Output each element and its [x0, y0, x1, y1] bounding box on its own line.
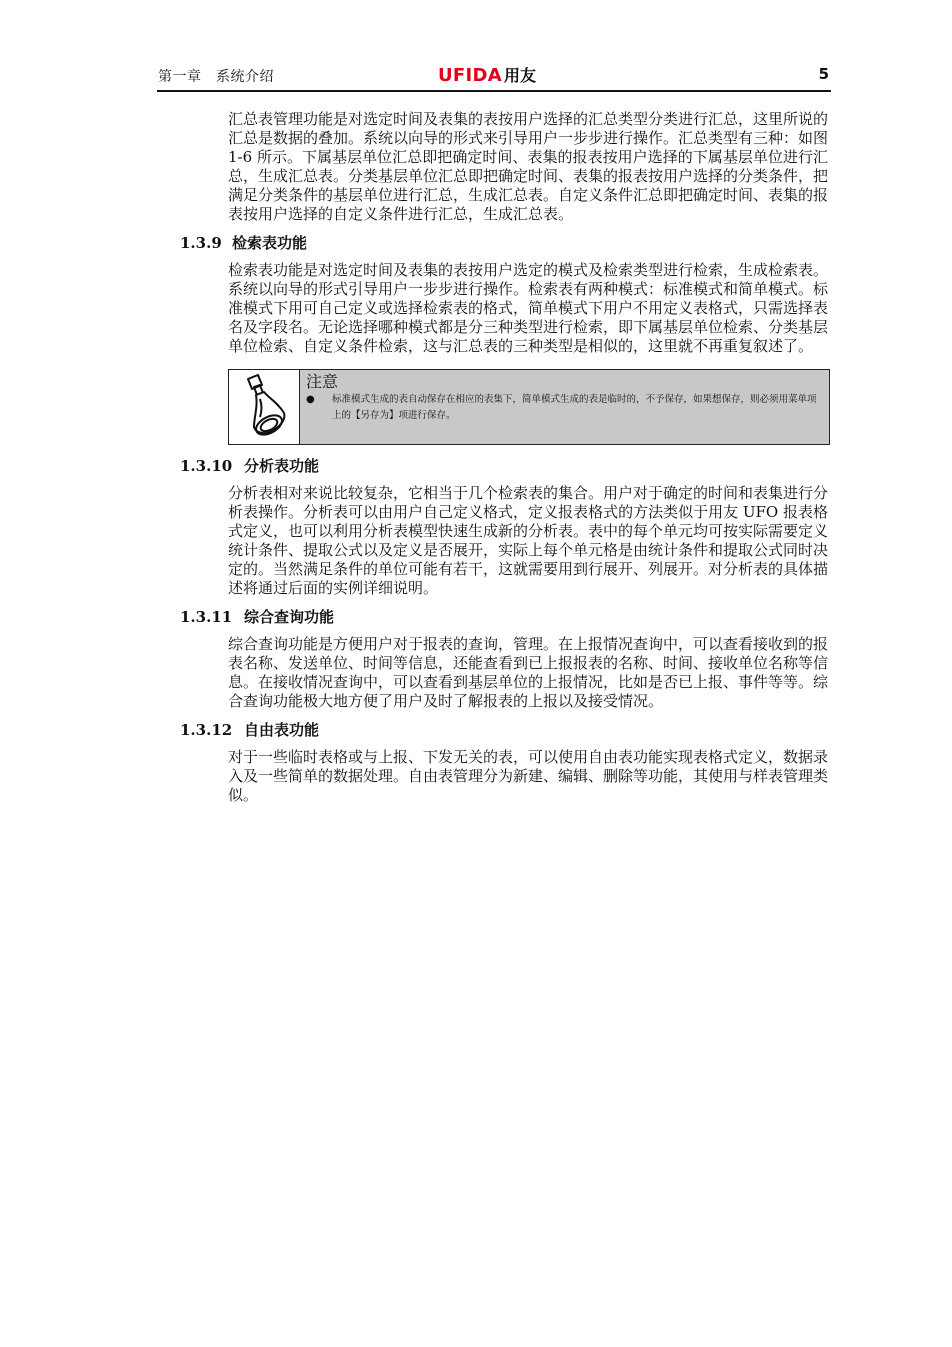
section-heading-1-3-9: [180, 234, 830, 252]
logo-text-en: UFIDA: [438, 65, 502, 86]
section-heading-1-3-12: [180, 721, 830, 739]
bullet-icon: ●: [306, 394, 315, 405]
section-paragraph: 检索表功能是对选定时间及表集的表按用户选定的模式及检索类型进行检索，生成检索表。系统以向导的形式引导用户一步步进行操作。检索表有两种模式：标准模式和简单模式。标准模式下用可自己定义或选择检索表的格式，简单模式下用户不用定义表格式，只需选择表名及字段名。无论选择哪种模式都是分三种类型进行检索，即下属基层单位检索、分类基层单位检索、自定义条件检索，这与汇总表的三种类型是相似的，这里就不再重复叙述了。: [228, 261, 829, 355]
page-header: [157, 64, 831, 92]
section-title: 分析表功能: [244, 457, 320, 475]
note-title: 注意: [306, 372, 339, 391]
section-heading-1-3-11: [180, 608, 830, 626]
section-number: 1.3.11: [180, 608, 233, 626]
page-content: [180, 110, 830, 805]
note-box: [228, 369, 830, 445]
section-paragraph: 综合查询功能是方便用户对于报表的查询，管理。在上报情况查询中，可以查看接收到的报表名称、发送单位、时间等信息，还能查看到已上报报表的名称、时间、接收单位名称等信息。在接收情况查询中，可以查看到基层单位的上报情况，比如是否已上报、事件等等。综合查询功能极大地方便了用户及时了解报表的上报以及接受情况。: [228, 635, 829, 710]
note-body: [300, 370, 829, 444]
page-number: 5: [818, 65, 829, 83]
note-item: [306, 392, 821, 424]
intro-paragraph: 汇总表管理功能是对选定时间及表集的表按用户选择的汇总类型分类进行汇总，这里所说的汇总是数据的叠加。系统以向导的形式来引导用户一步步进行操作。汇总类型有三种：如图 1-6 所示。下属基层单位汇总即把确定时间、表集的报表按用户选择的下属基层单位进行汇总，生成汇总表。分类基层单位汇总即把确定时间、表集的报表按用户选择的分类条件，把满足分类条件的基层单位进行汇总，生成汇总表。自定义条件汇总即把确定时间、表集的报表按用户选择的自定义条件进行汇总，生成汇总表。: [228, 110, 829, 223]
section-number: 1.3.12: [180, 721, 233, 739]
chapter-title: 第一章 系统介绍: [158, 69, 274, 85]
ufida-logo: [438, 63, 536, 86]
section-title: 自由表功能: [244, 721, 320, 739]
section-number: 1.3.10: [180, 457, 233, 475]
bell-icon: [236, 373, 292, 441]
note-icon-cell: [229, 370, 300, 444]
note-text: 标准模式生成的表自动保存在相应的表集下，简单模式生成的表是临时的，不予保存，如果想保存，则必须用菜单项上的【另存为】项进行保存。: [332, 394, 817, 421]
section-heading-1-3-10: [180, 457, 830, 475]
section-paragraph: 对于一些临时表格或与上报、下发无关的表，可以使用自由表功能实现表格式定义，数据录入及一些简单的数据处理。自由表管理分为新建、编辑、删除等功能，其使用与样表管理类似。: [228, 748, 829, 804]
logo-text-cn: 用友: [503, 66, 536, 85]
section-title: 综合查询功能: [244, 608, 335, 626]
section-title: 检索表功能: [232, 234, 308, 252]
section-paragraph: 分析表相对来说比较复杂，它相当于几个检索表的集合。用户对于确定的时间和表集进行分析表操作。分析表可以由用户自己定义格式，定义报表格式的方法类似于用友 UFO 报表格式定义，也可以利用分析表模型快速生成新的分析表。表中的每个单元均可按实际需要定义统计条件、提取公式以及定义是否展开，实际上每个单元格是由统计条件和提取公式同时决定的。当然满足条件的单位可能有若干，这就需要用到行展开、列展开。对分析表的具体描述将通过后面的实例详细说明。: [228, 484, 829, 597]
section-number: 1.3.9: [180, 234, 222, 252]
